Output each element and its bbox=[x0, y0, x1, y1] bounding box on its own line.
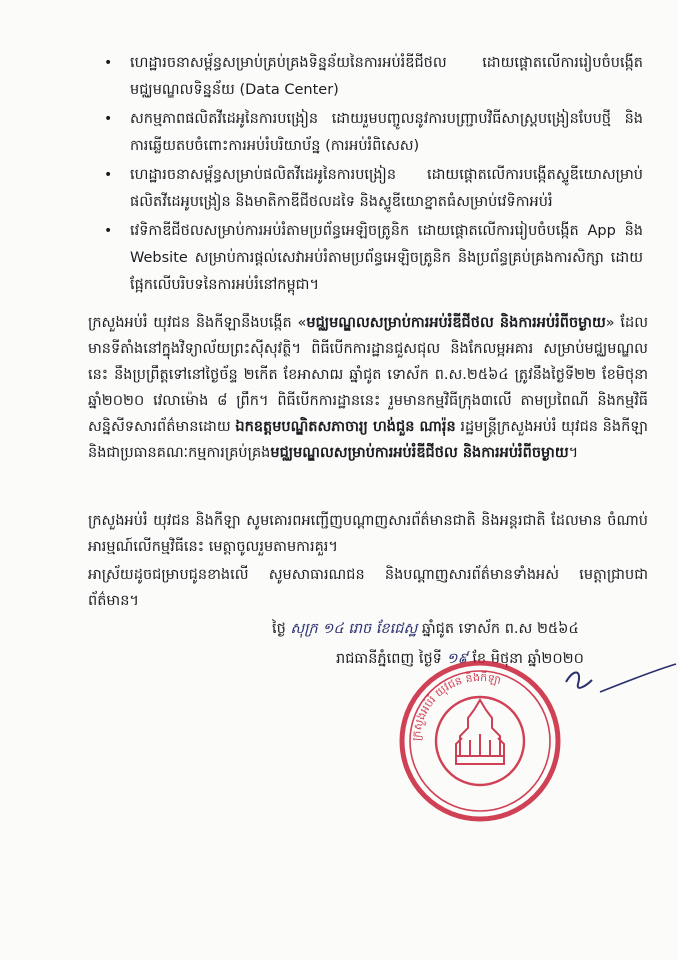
date-text: ឆ្នាំជូត ទោស័ក ព.ស ២៥៦៤ bbox=[421, 621, 579, 637]
list-item bbox=[98, 50, 643, 104]
handwritten-day: ១៩ bbox=[446, 651, 468, 667]
temple-icon bbox=[456, 700, 504, 764]
signature-mark bbox=[560, 640, 678, 720]
ministry-seal bbox=[390, 656, 570, 826]
seal-text: ក្រសួងអប់រំ យុវជន និងកីឡា bbox=[409, 670, 503, 742]
date-text: ខែ មិថុនា ឆ្នាំ២០២០ bbox=[472, 651, 584, 667]
date-label: ថ្ងៃ bbox=[272, 621, 286, 637]
minister-name: ឯកឧត្តមបណ្ឌិតសភាចារ្យ ហង់ជួន ណារ៉ុន bbox=[235, 419, 456, 435]
list-item-text: ហេដ្ឋារចនាសម្ព័ន្ធសម្រាប់ផលិតវីដេអូនៃការបង្រៀន ដោយផ្តោតលើការបង្កើតស្ទូឌីយោសម្រាប់ ផលិតវីដេអូបង្រៀន និងមាតិកាឌីជីថលដទៃ និងស្ទូឌីយោខ្នាតធំសម្រាប់វេទិកាអប់រំ bbox=[130, 167, 643, 210]
paragraph-text-part: ក្រសួងអប់រំ យុវជន និងកីឡានឹងបង្កើត « bbox=[88, 315, 307, 331]
center-name: មជ្ឈមណ្ឌលសម្រាប់ការអប់រំឌីជីថល និងការអប់រំពីចម្ងាយ bbox=[306, 315, 606, 331]
bullet-icon: • bbox=[104, 167, 113, 183]
list-item-text: ហេដ្ឋារចនាសម្ព័ន្ធសម្រាប់គ្រប់គ្រងទិន្នន័យនៃការអប់រំឌីជីថល ដោយផ្តោតលើការរៀបចំបង្កើត មជ្ឈមណ្ឌលទិន្នន័យ (Data Center) bbox=[130, 55, 643, 98]
list-item bbox=[98, 106, 643, 160]
invitation-paragraph bbox=[88, 508, 648, 560]
paragraph-text bbox=[88, 315, 648, 461]
bullet-icon: • bbox=[104, 111, 113, 127]
list-item bbox=[98, 162, 643, 216]
bullet-icon: • bbox=[104, 223, 113, 239]
center-name: មជ្ឈមណ្ឌលសម្រាប់ការអប់រំឌីជីថល និងការអប់រំពីចម្ងាយ bbox=[270, 445, 569, 461]
svg-text:ក្រសួងអប់រំ យុវជន និងកីឡា bbox=[410, 670, 503, 741]
paragraph-text-part: ។ bbox=[568, 445, 579, 461]
announcement-paragraph bbox=[88, 310, 648, 466]
paragraph-text: ក្រសួងអប់រំ យុវជន និងកីឡា សូមគោរពអញ្ជើញបណ្តាញសារព័ត៌មានជាតិ និងអន្តរជាតិ ដែលមាន ចំណាប់អារម្មណ៍លើកម្មវិធីនេះ មេត្តាចូលរួមតាមការគួរ។ bbox=[88, 513, 648, 555]
paragraph-text: អាស្រ័យដូចជម្រាបជូនខាងលើ សូមសាធារណជន និងបណ្តាញសារព័ត៌មានទាំងអស់ មេត្តាជ្រាបជា ព័ត៌មាន។ bbox=[88, 567, 648, 609]
handwritten-date: សុក្រ ១៤ រោច ខែជេស្ឋ bbox=[290, 621, 418, 637]
list-item bbox=[98, 218, 643, 299]
paragraph-text-part: » ដែលមានទីតាំងនៅក្នុងវិទ្យាល័យព្រះស៊ីសុវត្ថិ។ ពិធីបើកការដ្ឋានជួសជុល និងកែលម្អអគារ សម្រាប់មជ្ឈមណ្ឌលនេះ នឹងប្រព្រឹត្តទៅនៅថ្ងៃច័ន្ទ ២កើត ខែអាសាឍ ឆ្នាំជូត ទោស័ក ព.ស.២៥៦៤ ត្រូវនឹងថ្ងៃទី២២ ខែមិថុនា ឆ្នាំ២០២០ វេលាម៉ោង ៨ ព្រឹក។ ពិធីបើកការដ្ឋាននេះ រួមមានកម្មវិធីក្រុង៣លើ តាមប្រពៃណី និងកម្មវិធីសន្និសីទសារព័ត៌មានដោយ bbox=[88, 315, 649, 435]
bullet-list bbox=[98, 50, 643, 301]
place-label: រាជធានីភ្នំពេញ ថ្ងៃទី bbox=[336, 651, 442, 667]
paragraph-text-part: រដ្ឋមន្ត្រីក្រសួងអប់រំ យុវជន និងកីឡា និងជាប្រធានគណៈកម្មការគ្រប់គ្រង bbox=[88, 419, 648, 461]
list-item-text: សកម្មភាពផលិតវីដេអូនៃការបង្រៀន ដោយរួមបញ្ចូលនូវការបញ្ជ្រាបវិធីសាស្ត្របង្រៀនបែបថ្មី និង ការឆ្លើយតបចំពោះការអប់រំបរិយាប័ន្ន (ការអប់រំពិសេស) bbox=[130, 111, 643, 154]
list-item-text: វេទិកាឌីជីថលសម្រាប់ការអប់រំតាមប្រព័ន្ធអេឡិចត្រូនិក ដោយផ្តោតលើការរៀបចំបង្កើត App និង Website សម្រាប់ការផ្តល់សេវាអប់រំតាមប្រព័ន្ធអេឡិចត្រូនិក និងប្រព័ន្ធគ្រប់គ្រងការសិក្សា ដោយ ផ្អែកលើបរិបទនៃការអប់រំនៅកម្ពុជា។ bbox=[130, 223, 643, 293]
bullet-icon: • bbox=[104, 55, 113, 71]
lunar-date-line bbox=[272, 616, 652, 642]
closing-paragraph bbox=[88, 562, 648, 614]
